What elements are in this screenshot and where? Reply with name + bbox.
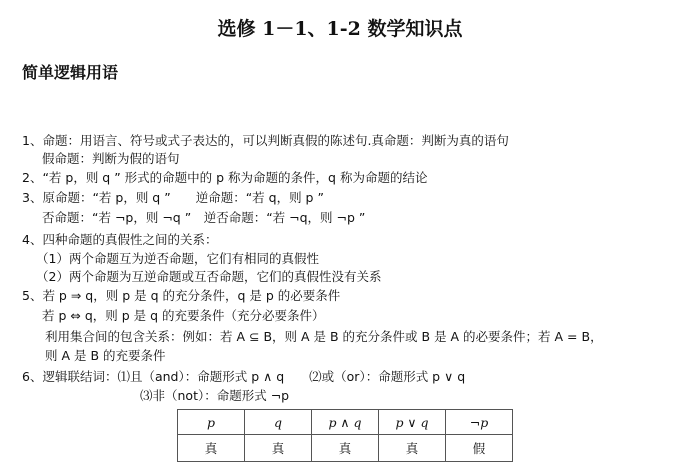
- header-p-or-q: p ∨ q: [379, 410, 446, 435]
- line-7: （1）两个命题互为逆否命题，它们有相同的真假性: [36, 251, 319, 266]
- line-4: 3、原命题：“若 p，则 q ” 逆命题：“若 q，则 p ”: [22, 190, 324, 205]
- cell-p-and-q: 真: [312, 435, 379, 462]
- header-p-and-q: p ∧ q: [312, 410, 379, 435]
- header-q: q: [245, 410, 312, 435]
- truth-table: [177, 409, 513, 462]
- truth-table-row: [178, 435, 513, 462]
- line-14: ⑶非（not）：命题形式 ¬p: [140, 388, 290, 403]
- line-3: 2、“若 p，则 q ” 形式的命题中的 p 称为命题的条件，q 称为命题的结论: [22, 170, 428, 185]
- line-12: 则 A 是 B 的充要条件: [45, 348, 166, 363]
- line-5: 否命题：“若 ¬p，则 ¬q ” 逆否命题：“若 ¬q，则 ¬p ”: [42, 210, 366, 225]
- line-2: 假命题：判断为假的语句: [42, 151, 180, 166]
- line-9: 5、若 p ⇒ q，则 p 是 q 的充分条件，q 是 p 的必要条件: [22, 288, 341, 303]
- header-p: p: [178, 410, 245, 435]
- line-13: 6、逻辑联结词：⑴且（and）：命题形式 p ∧ q ⑵或（or）：命题形式 p ∨ q: [22, 369, 466, 384]
- line-10: 若 p ⇔ q，则 p 是 q 的充要条件（充分必要条件）: [42, 308, 325, 323]
- truth-table-header-row: [178, 410, 513, 435]
- cell-p: 真: [178, 435, 245, 462]
- line-11: 利用集合间的包含关系：例如：若 A ⊆ B，则 A 是 B 的充分条件或 B 是 A 的必要条件；若 A = B，: [45, 329, 603, 344]
- line-8: （2）两个命题为互逆命题或互否命题，它们的真假性没有关系: [36, 269, 382, 284]
- section-heading: 简单逻辑用语: [22, 63, 119, 82]
- cell-p-or-q: 真: [379, 435, 446, 462]
- cell-q: 真: [245, 435, 312, 462]
- page-title: 选修 1－1、1-2 数学知识点: [217, 18, 463, 40]
- header-not-p: ¬p: [446, 410, 513, 435]
- line-6: 4、四种命题的真假性之间的关系：: [22, 232, 218, 247]
- line-1: 1、命题：用语言、符号或式子表达的，可以判断真假的陈述句.真命题：判断为真的语句: [22, 133, 509, 148]
- cell-not-p: 假: [446, 435, 513, 462]
